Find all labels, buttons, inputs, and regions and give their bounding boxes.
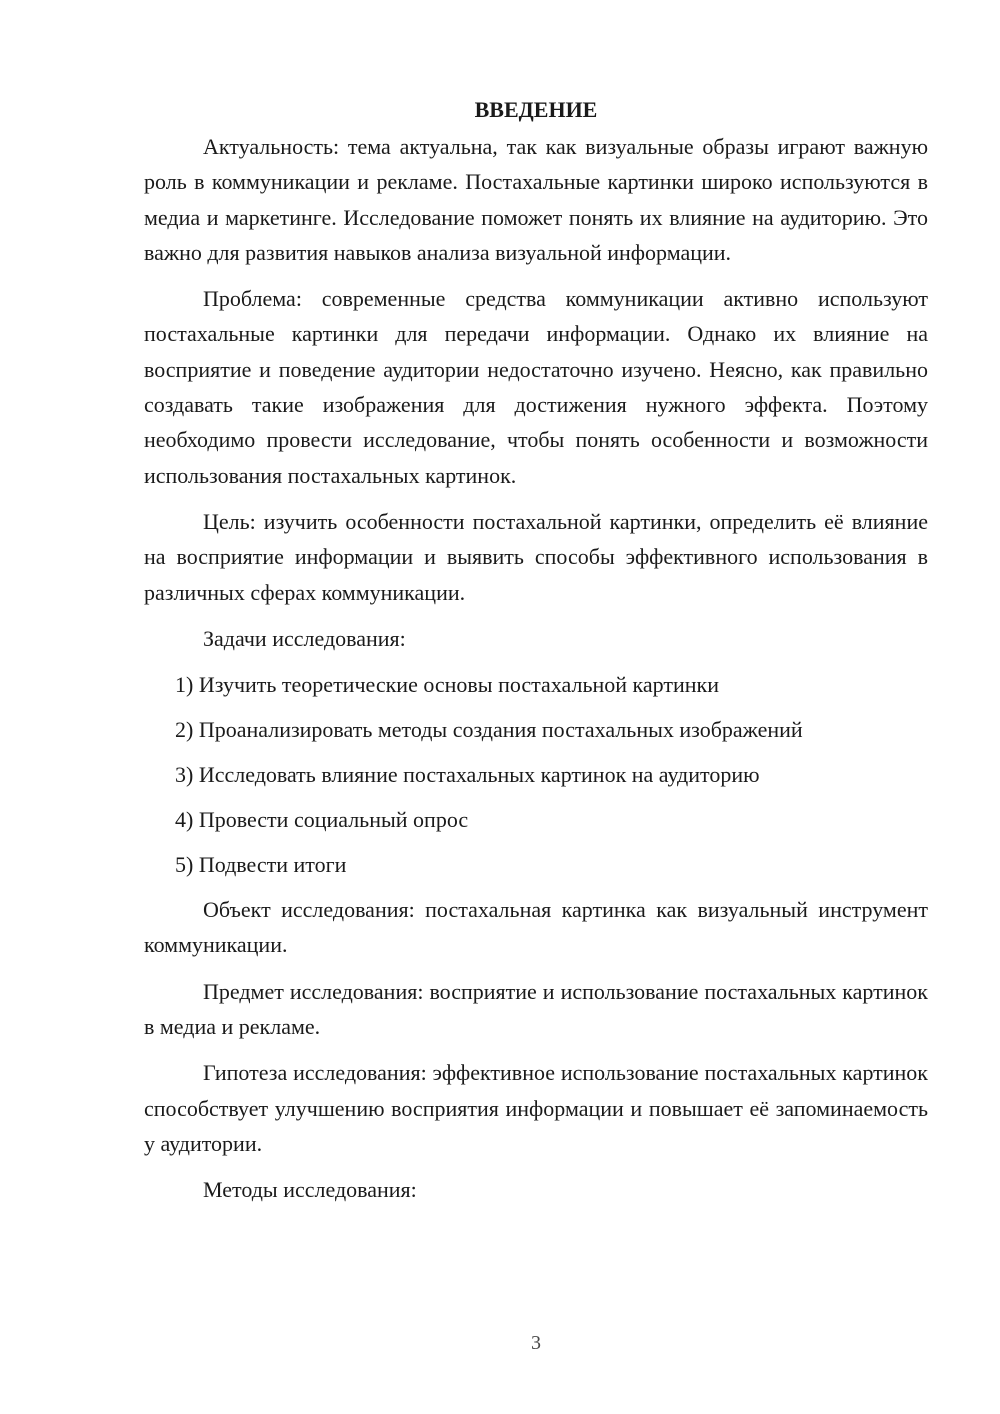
paragraph-relevance: Актуальность: тема актуальна, так как визуальные образы играют важную роль в коммуникации и рекламе. Постахальные картинки широко используются в медиа и маркетинге. Исследование поможет понять их влияние на аудиторию. Это важно для развития навыков анализа визуальной информации. — [144, 134, 928, 265]
paragraph-object: Объект исследования: постахальная картинка как визуальный инструмент коммуникации. — [144, 897, 928, 958]
list-item: 1) Изучить теоретические основы постахальной картинки — [175, 672, 719, 698]
page-title: ВВЕДЕНИЕ — [474, 97, 598, 122]
paragraph-goal: Цель: изучить особенности постахальной картинки, определить её влияние на восприятие информации и выявить способы эффективного использования в различных сферах коммуникации. — [144, 508, 928, 605]
paragraph-hypothesis: Гипотеза исследования: эффективное использование постахальных картинок способствует улучшению восприятия информации и повышает её запоминаемость у аудитории. — [144, 1060, 928, 1156]
list-item: 3) Исследовать влияние постахальных картинок на аудиторию — [175, 762, 760, 788]
list-item: 5) Подвести итоги — [175, 852, 347, 878]
paragraph-problem: Проблема: современные средства коммуникации активно используют постахальные картинки для передачи информации. Однако их влияние на восприятие и поведение аудитории недостаточно изучено. Неясно, как правильно создавать такие изображения для достижения нужного эффекта. Поэтому необходимо провести исследование, чтобы понять особенности и возможности использования постахальных картинок. — [144, 286, 928, 488]
paragraph-tasks-heading: Задачи исследования: — [203, 625, 406, 651]
list-item: 2) Проанализировать методы создания постахальных изображений — [175, 717, 803, 743]
list-item: 4) Провести социальный опрос — [175, 807, 469, 833]
paragraph-subject: Предмет исследования: восприятие и использование постахальных картинок в медиа и рекламе. — [144, 978, 928, 1040]
paragraph-methods-heading: Методы исследования: — [203, 1177, 417, 1203]
document-page — [144, 92, 928, 1219]
page-number: 3 — [531, 1332, 541, 1354]
tasks-list — [144, 667, 928, 882]
